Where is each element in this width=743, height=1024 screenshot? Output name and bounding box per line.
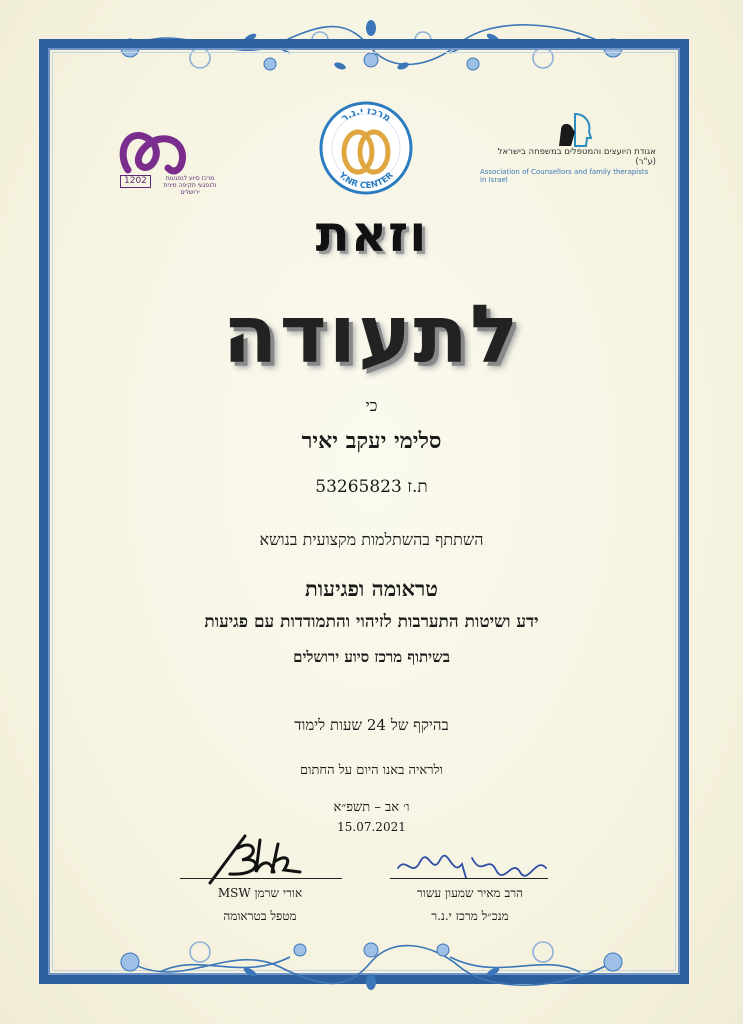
association-head-icon [553, 110, 593, 150]
participation-statement: השתתף בהשתלמות מקצועית בנושא [259, 530, 484, 549]
association-name-english: Association of Counsellors and family therapists in Israel [480, 168, 649, 184]
course-subtitle: ידע ושיטות התערבות לזיהוי והתמודדות עם פגיעות [204, 612, 539, 632]
id-label: ת.ז [407, 477, 428, 497]
ki-word: כי [365, 396, 378, 415]
ynr-logo-english: Y.NR CENTER [336, 170, 396, 192]
signer-right-name: הרב מאיר שמעון עשור [416, 886, 524, 900]
center-code-badge: 1202 [120, 175, 151, 188]
recipient-id-line [0, 477, 743, 497]
witness-statement: ולראיה באנו היום על החתום [300, 763, 443, 778]
certificate-title-large: לתעודה [222, 288, 521, 381]
signer-left-role: מטפל בטראומה [223, 909, 297, 923]
signer-right-role: מנכ״ל מרכז י.נ.ר [431, 909, 509, 923]
signer-left-name: אורי שרמן MSW [217, 886, 303, 900]
recipient-name: סלימי יעקב יאיר [301, 428, 442, 454]
hebrew-date: ו׳ אב – תשפ״א [333, 800, 410, 815]
bottom-floral-ornament [100, 932, 643, 1002]
gregorian-date: 15.07.2021 [337, 820, 406, 834]
signature-left-image [200, 828, 320, 888]
course-title: טראומה ופגיעות [305, 576, 438, 601]
course-hours: בהיקף של 24 שעות לימוד [294, 716, 449, 734]
ynr-center-logo [318, 100, 414, 196]
certificate-title-small: וזאת [315, 205, 428, 263]
center-logo-caption: מרכז סיוע לנפגעות ולנפגעי תקיפה מינית ירושלים [163, 175, 217, 196]
id-number: 53265823 [315, 477, 402, 497]
signature-line-left [180, 878, 342, 879]
signature-line-right [390, 878, 548, 879]
course-partner: בשיתוף מרכז סיוע ירושלים [293, 648, 450, 666]
association-name-hebrew: אגודת היועצים והמטפלים במשפחה בישראל (ע"ר) [497, 147, 656, 167]
association-logo-text [480, 147, 656, 184]
ynr-logo-hebrew: מרכז י.נ.ר [339, 105, 393, 125]
